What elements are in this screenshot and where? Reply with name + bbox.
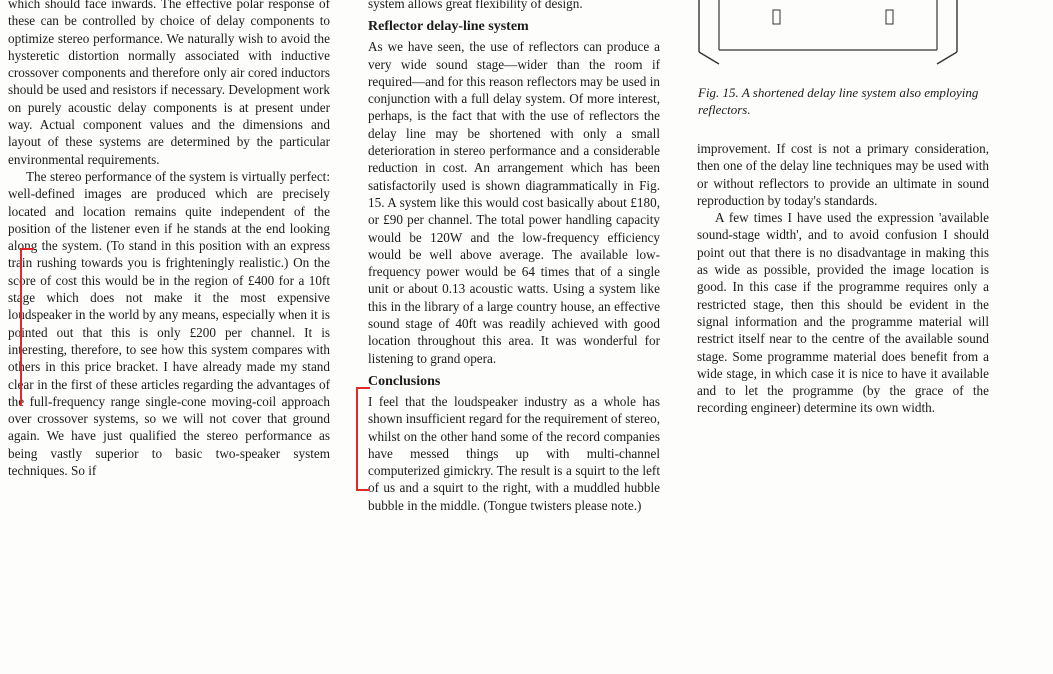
figure-line (937, 52, 957, 64)
figure-caption: Fig. 15. A shortened delay line system also employing reflectors. (698, 85, 979, 117)
paragraph: I feel that the loudspeaker industry as a whole has shown insufficient regard for the requirement of stereo, whilst on the other hand some of the record companies have messed things up with multi-channel computerized gimickry. The result is a squirt to the left of us and a squirt to the right, with a muddled hubble bubble in the middle. (Tongue twisters please note.) (368, 393, 660, 513)
text-column-3 (697, 140, 989, 417)
paragraph: A few times I have used the expression 'available sound-stage width', and to avoid confusion I should point out that there is no disadvantage in making this as wide as possible, provided the image location is good. In this case if the programme requires only a restricted stage, then this should be evident in the signal information and the programme material will restrict itself near to the centre of the available sound stage. Some programme material does benefit from a wide stage, in which case it is nice to have it available and to let the programme (by the grace of the recording engineer) determine its own width. (697, 210, 989, 416)
red-annotation-bracket (20, 248, 34, 406)
paragraph: which should face inwards. The effective polar response of these can be controlled by choice of delay components to optimize stereo performance. We naturally wish to avoid the hysteretic distortion normally associated with inductive crossover components and therefore only air cored inductors should be used and resistors if necessary. Development work on purely acoustic delay components is at present under way. Actual component values and the dimensions and layout of these systems are determined by the particular environmental requirements. (8, 0, 330, 167)
paragraph: improvement. If cost is not a primary consideration, then one of the delay line techniques may be used with or without reflectors to provide an ultimate in sound reproduction by today's standards. (697, 141, 989, 208)
speaker-icon (773, 10, 780, 24)
text-column-1 (8, 0, 330, 479)
figure-15-diagram (697, 0, 997, 66)
figure-line (699, 52, 719, 64)
red-annotation-bracket (356, 387, 370, 491)
text-column-2 (368, 0, 660, 514)
paragraph: system allows great flexibility of design. (368, 0, 583, 11)
section-heading-reflector: Reflector delay-line system (368, 19, 529, 35)
paragraph: As we have seen, the use of reflectors can produce a very wide sound stage—wider than the room if required—and for this reason reflectors may be used in conjunction with a full delay system. Of more interest, perhaps, is the fact that with the use of reflectors the delay line may be shortened with only a small deterioration in stereo performance and a considerable reduction in cost. An arrangement which has been satisfactorily used is shown diagrammatically in Fig. 15. A system like this would cost basically about £180, or £90 per channel. The total power handling capacity would be 120W and the low-frequency efficiency would be well above average. The available low-frequency power would be 64 times that of a single unit or about 0.13 acoustic watts. Using a system like this in the library of a large country house, an effective sound stage of 40ft was readily achieved with good location throughout this area. It was wonderful for listening to grand opera. (368, 39, 660, 366)
paragraph: The stereo performance of the system is virtually perfect: well-defined images are produced which are precisely located and location remains quite independent of the position of the listener even if he stands at the end looking along the system. (To stand in this position with an express train rushing towards you is frighteningly realistic.) On the score of cost this would be in the region of £400 for a 10ft stage which does not make it the most expensive loudspeaker in the world by any means, especially when it is pointed out that this is only £200 per channel. It is interesting, therefore, to see how this system compares with others in this price bracket. I have already made my stand clear in the first of these articles regarding the advantages of the full-frequency range single-cone moving-coil approach over crossover systems, so we will not cover that ground again. We have just qualified the stereo performance as being vastly superior to basic two-speaker system techniques. So if (8, 168, 330, 479)
section-heading-conclusions: Conclusions (368, 373, 441, 389)
speaker-icon (886, 10, 893, 24)
